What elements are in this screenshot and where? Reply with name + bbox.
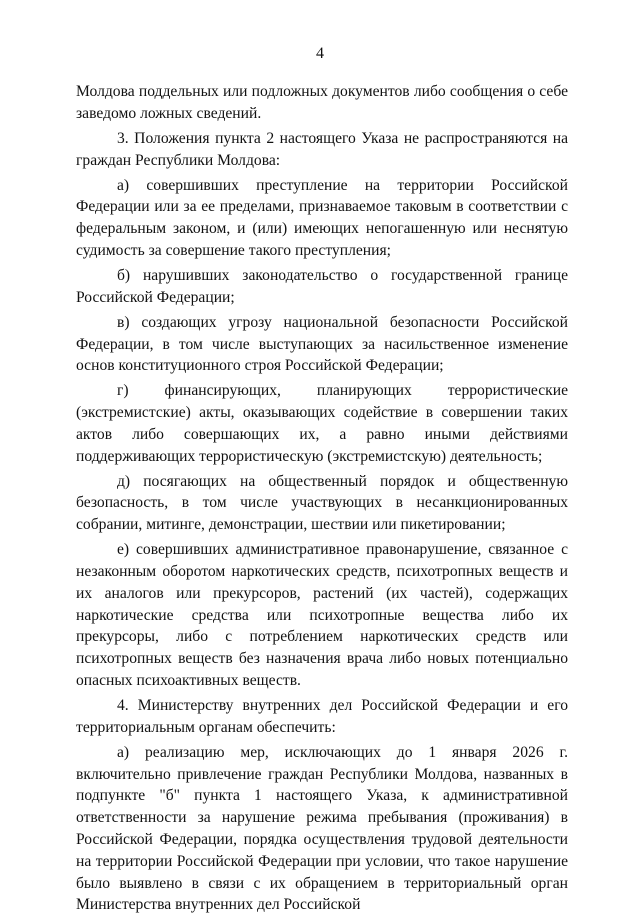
paragraph-subitem-b: б) нарушивших законодательство о государственной границе Российской Федерации;	[76, 266, 568, 306]
paragraph-item-4: 4. Министерству внутренних дел Российской Федерации и его территориальным органам обеспечить:	[76, 697, 568, 736]
paragraph-subitem-v: в) создающих угрозу национальной безопасности Российской Федерации, в том числе выступающих за насильственное изменение основ конституционного строя Российской Федерации;	[76, 313, 568, 375]
document-body	[76, 81, 568, 919]
paragraph-continuation: Молдова поддельных или подложных документов либо сообщения о себе заведомо ложных сведений.	[76, 83, 568, 122]
paragraph-item-4-subitem-a: а) реализацию мер, исключающих до 1 января 2026 г. включительно привлечение граждан Республики Молдова, названных в подпункте "б" пункта 1 настоящего Указа, к административной ответственности за нарушение режима пребывания (проживания) в Российской Федерации, порядка осуществления трудовой деятельности на территории Российской Федерации при условии, что такое нарушение было выявлено в связи с их обращением в территориальный орган Министерства внутренних дел Российской	[76, 743, 568, 914]
paragraph-subitem-a: а) совершивших преступление на территории Российской Федерации или за ее пределами, признаваемое таковым в соответствии с федеральным законом, и (или) имеющих непогашенную или неснятую судимость за совершение такого преступления;	[76, 176, 568, 259]
paragraph-subitem-g: г) финансирующих, планирующих террористические (экстремистские) акты, оказывающих содействие в совершении таких актов либо совершающих их, а равно иными действиями поддерживающих террористическую (экстремистскую) деятельность;	[76, 382, 568, 465]
paragraph-subitem-d: д) посягающих на общественный порядок и общественную безопасность, в том числе участвующих в несанкционированных собрании, митинге, демонстрации, шествии или пикетировании;	[76, 472, 568, 534]
page-number: 4	[316, 45, 324, 62]
paragraph-subitem-e: е) совершивших административное правонарушение, связанное с незаконным оборотом наркотических средств, психотропных веществ и их аналогов или прекурсоров, растений (их частей), содержащих наркотические средства или психотропные вещества либо их прекурсоры, либо с потреблением наркотических средств или психотропных веществ без назначения врача либо новых потенциально опасных психоактивных веществ.	[76, 541, 568, 690]
paragraph-item-3: 3. Положения пункта 2 настоящего Указа не распространяются на граждан Республики Молдова:	[76, 129, 568, 169]
